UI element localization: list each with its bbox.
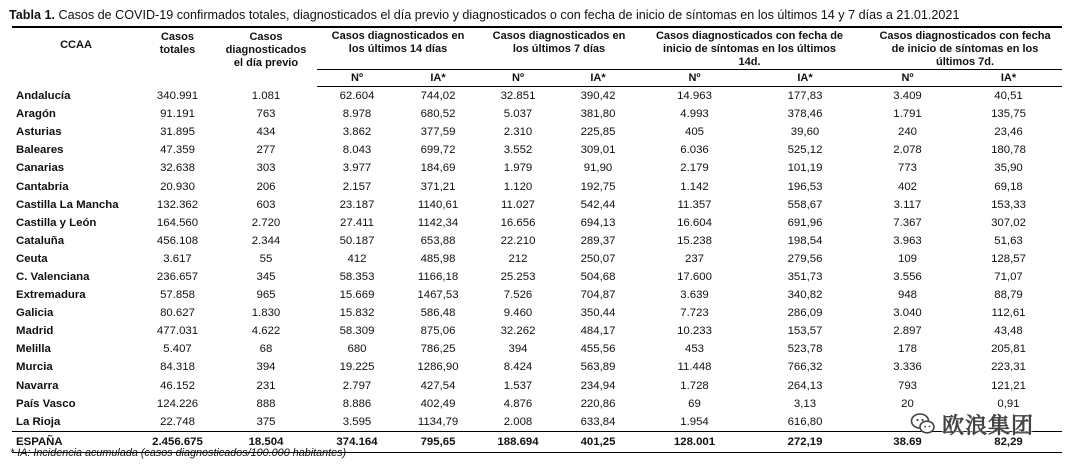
table-cell: 453 (685, 343, 705, 356)
table-cell: 11.448 (677, 361, 712, 374)
table-cell: 633,84 (580, 415, 616, 428)
table-cell: 14.963 (677, 90, 712, 103)
table-cell: 3.336 (893, 361, 922, 374)
table-cell: 653,88 (420, 234, 456, 247)
table-cell: 3.552 (503, 144, 533, 157)
table-cell: 3.639 (680, 289, 709, 302)
table-cell: 401,25 (557, 431, 639, 452)
table-cell: 23.187 (339, 198, 375, 211)
table-cell: 455,56 (580, 343, 616, 356)
watermark-text: 欧浪集团 (942, 412, 1035, 438)
header-ia: IA* (750, 70, 860, 87)
table-cell: 128,57 (991, 252, 1026, 265)
table-cell: 231 (256, 379, 276, 392)
table-cell: 46.152 (160, 379, 195, 392)
table-cell: 427,54 (420, 379, 456, 392)
region-name: Cantabria (16, 180, 69, 193)
table-cell: 1.830 (251, 307, 281, 320)
table-cell: 62.604 (339, 90, 375, 103)
region-name: C. Valenciana (16, 270, 90, 283)
table-cell: 279,56 (787, 252, 823, 265)
table-cell: 412 (347, 252, 367, 265)
table-cell: 32.638 (160, 162, 195, 175)
table-cell: 374.164 (317, 431, 397, 452)
region-name: Navarra (16, 379, 59, 392)
table-cell: 18.504 (215, 431, 317, 452)
table-cell: 240 (898, 126, 918, 139)
table-cell: 128.001 (639, 431, 750, 452)
header-sint7: Casos diagnosticados con fecha de inicio de síntomas en los últimos 7d. (879, 30, 1051, 68)
table-cell: 121,21 (991, 379, 1026, 392)
table-cell: 32.851 (500, 90, 536, 103)
table-row (12, 340, 1062, 358)
table-cell: 40,51 (994, 90, 1023, 103)
table-cell: 80.627 (160, 307, 195, 320)
covid-table (12, 29, 1062, 453)
table-row (12, 395, 1062, 413)
region-name: Melilla (16, 343, 51, 356)
table-cell: 47.359 (160, 144, 195, 157)
table-cell: 691,96 (787, 216, 823, 229)
header-ia: IA* (397, 70, 479, 87)
table-cell: 22.748 (160, 415, 195, 428)
table-cell: 25.253 (500, 270, 536, 283)
table-cell: 286,09 (787, 307, 823, 320)
table-cell: 763 (256, 108, 276, 121)
table-cell: 402 (898, 180, 918, 193)
table-cell: 198,54 (787, 234, 823, 247)
table-cell: 340.991 (156, 89, 199, 102)
table-cell: 0,91 (997, 397, 1020, 410)
table-cell: 793 (898, 379, 918, 392)
table-row (12, 286, 1062, 304)
table-cell: 1134,79 (417, 415, 459, 428)
table-row (12, 123, 1062, 141)
table-cell: 19.225 (339, 361, 375, 374)
table-cell: 377,59 (420, 126, 456, 139)
region-name: Castilla y León (16, 216, 97, 229)
table-cell: 192,75 (580, 180, 616, 193)
table-cell: 277 (256, 144, 276, 157)
table-cell: 1.954 (680, 415, 709, 428)
table-cell: 10.233 (677, 325, 712, 338)
table-cell: 23,46 (994, 126, 1023, 139)
table-cell: 525,12 (787, 144, 823, 157)
table-cell: 11.357 (677, 198, 712, 211)
header-num: Nº (317, 70, 397, 87)
table-cell: 371,21 (420, 180, 456, 193)
table-cell: 3.556 (893, 270, 922, 283)
header-casos-dia-previo: Casos diagnosticados el día previo (225, 31, 307, 69)
table-row (12, 105, 1062, 123)
table-cell: 11.027 (501, 198, 535, 211)
table-cell: 345 (256, 270, 276, 283)
table-cell: 680 (347, 343, 367, 356)
table-cell: 8.043 (342, 144, 372, 157)
table-cell: 3.040 (893, 307, 922, 320)
table-cell: 4.993 (680, 108, 709, 121)
region-name: Madrid (16, 325, 54, 338)
table-cell: 132.362 (156, 198, 199, 211)
header-num: Nº (639, 70, 750, 87)
table-cell: 603 (256, 198, 276, 211)
table-cell: 289,37 (580, 234, 616, 247)
table-cell: 504,68 (580, 270, 616, 283)
table-cell: 1.537 (503, 379, 533, 392)
table-cell: 178 (898, 343, 918, 356)
table-cell: 57.858 (160, 289, 195, 302)
table-cell: 15.238 (677, 234, 712, 247)
table-cell: 456.108 (156, 234, 199, 247)
table-cell: 3.595 (342, 415, 372, 428)
table-cell: 2.078 (893, 144, 922, 157)
header-ia: IA* (955, 70, 1062, 87)
region-name: Extremadura (16, 289, 86, 302)
table-cell: 405 (685, 126, 705, 139)
table-cell: 180,78 (991, 144, 1026, 157)
table-cell: 699,72 (420, 144, 456, 157)
table-cell: 88,79 (994, 289, 1023, 302)
table-cell: 2.157 (342, 180, 372, 193)
table-cell: 766,32 (787, 361, 823, 374)
table-row (12, 250, 1062, 268)
table-cell: 875,06 (420, 325, 456, 338)
table-cell: 223,31 (991, 361, 1026, 374)
table-cell: 1140,61 (417, 198, 459, 211)
table-cell: 135,75 (991, 108, 1026, 121)
table-cell: 206 (256, 180, 276, 193)
table-cell: 17.600 (677, 270, 712, 283)
table-cell: 68 (259, 343, 273, 356)
table-cell: 2.897 (893, 325, 922, 338)
table-row (12, 268, 1062, 286)
table-cell: 43,48 (994, 325, 1023, 338)
table-cell: 694,13 (580, 216, 616, 229)
table-cell: 212 (508, 252, 528, 265)
table-row (12, 87, 1062, 106)
table-cell: 31.895 (160, 126, 195, 139)
table-cell: 84.318 (160, 361, 195, 374)
table-cell: 786,25 (420, 343, 456, 356)
table-cell: 188.694 (479, 431, 557, 452)
table-cell: 1.120 (503, 180, 533, 193)
table-cell: 965 (256, 289, 276, 302)
header-num: Nº (479, 70, 557, 87)
table-cell: 101,19 (787, 162, 823, 175)
table-cell: 82,29 (955, 431, 1062, 452)
region-name: ESPAÑA (12, 431, 140, 452)
table-cell: 1142,34 (417, 216, 459, 229)
table-cell: 1.081 (251, 89, 281, 102)
region-name: La Rioja (16, 415, 61, 428)
table-cell: 1.979 (503, 162, 533, 175)
table-cell: 378,46 (787, 108, 823, 121)
table-cell: 340,82 (787, 289, 823, 302)
table-cell: 1166,18 (417, 270, 459, 283)
table-cell: 485,98 (420, 252, 456, 265)
table-cell: 50.187 (339, 234, 375, 247)
table-cell: 9.460 (503, 307, 533, 320)
table-cell: 22.210 (500, 234, 536, 247)
table-cell: 1.142 (680, 180, 709, 193)
table-row (12, 159, 1062, 177)
table-caption (9, 8, 959, 22)
top-rule (12, 26, 1062, 28)
table-row (12, 322, 1062, 340)
table-cell: 205,81 (991, 343, 1026, 356)
table-cell: 351,73 (787, 270, 823, 283)
table-row (12, 413, 1062, 432)
header-num: Nº (860, 70, 955, 87)
region-name: Murcia (16, 361, 53, 374)
table-cell: 236.657 (156, 270, 199, 283)
table-cell: 35,90 (994, 162, 1023, 175)
table-cell: 237 (685, 252, 705, 265)
table-cell: 58.353 (339, 270, 375, 283)
header-diag14: Casos diagnosticados en los últimos 14 días (331, 30, 465, 55)
table-cell: 586,48 (420, 307, 456, 320)
table-cell: 196,53 (787, 180, 823, 193)
table-row (12, 232, 1062, 250)
table-cell: 5.037 (503, 108, 533, 121)
table-cell: 91.191 (160, 108, 195, 121)
table-cell: 303 (256, 162, 276, 175)
table-cell: 2.179 (680, 162, 709, 175)
table-cell: 773 (898, 162, 918, 175)
table-cell: 1.728 (680, 379, 709, 392)
table-cell: 394 (508, 343, 528, 356)
table-cell: 375 (256, 415, 276, 428)
table-cell: 523,78 (787, 343, 823, 356)
table-cell: 2.344 (251, 234, 281, 247)
table-cell: 2.720 (251, 216, 281, 229)
region-name: Castilla La Mancha (16, 198, 119, 211)
wechat-icon (910, 411, 936, 437)
region-name: Asturias (16, 126, 62, 139)
table-cell: 272,19 (750, 431, 860, 452)
table-cell: 558,67 (787, 198, 823, 211)
table-cell: 124.226 (156, 397, 199, 410)
table-cell: 2.310 (503, 126, 533, 139)
region-name: Baleares (16, 144, 64, 157)
table-row (12, 141, 1062, 159)
table-cell: 3.117 (893, 198, 922, 211)
table-cell: 744,02 (420, 90, 456, 103)
table-cell: 680,52 (420, 108, 456, 121)
table-cell: 3,13 (793, 397, 817, 410)
header-ccaa: CCAA (60, 39, 92, 51)
header-diag7: Casos diagnosticados en los últimos 7 días (492, 30, 626, 55)
table-body (12, 87, 1062, 453)
table-cell: 3.963 (893, 234, 922, 247)
table-cell: 8.886 (342, 397, 372, 410)
table-row (12, 304, 1062, 322)
table-cell: 153,33 (991, 198, 1026, 211)
table-cell: 177,83 (787, 90, 823, 103)
table-cell: 381,80 (580, 108, 616, 121)
table-cell: 112,61 (991, 307, 1026, 320)
table-cell: 948 (898, 289, 918, 302)
table-cell: 58.309 (339, 325, 375, 338)
table-cell: 71,07 (994, 270, 1023, 283)
table-cell: 20 (901, 397, 914, 410)
table-cell: 225,85 (580, 126, 616, 139)
region-name: Cataluña (16, 234, 65, 247)
table-row (12, 214, 1062, 232)
header-ia: IA* (557, 70, 639, 87)
table-cell: 309,01 (580, 144, 616, 157)
table-cell: 1.791 (893, 108, 922, 121)
table-cell: 27.411 (340, 216, 374, 229)
table-cell: 220,86 (580, 397, 616, 410)
table-cell: 16.656 (500, 216, 536, 229)
table-cell: 4.622 (251, 325, 281, 338)
table-cell: 15.669 (339, 289, 375, 302)
header-casos-totales: Casos totales (159, 31, 196, 56)
header-sint14: Casos diagnosticados con fecha de inicio de síntomas en los últimos 14d. (655, 30, 844, 68)
table-cell: 153,57 (787, 325, 823, 338)
table-cell: 109 (898, 252, 918, 265)
table-cell: 69 (688, 397, 701, 410)
region-name: Ceuta (16, 252, 48, 265)
table-cell: 394 (256, 361, 276, 374)
table-cell: 55 (259, 252, 273, 265)
region-name: País Vasco (16, 397, 76, 410)
table-cell: 3.617 (163, 252, 192, 265)
table-cell: 1286,90 (417, 361, 459, 374)
table-cell: 16.604 (677, 216, 712, 229)
table-cell: 8.978 (342, 108, 372, 121)
table-row (12, 358, 1062, 376)
table-row (12, 377, 1062, 395)
table-cell: 7.723 (680, 307, 709, 320)
table-cell: 2.008 (503, 415, 533, 428)
table-cell: 434 (256, 126, 276, 139)
footnote: * IA: Incidencia acumulada (casos diagnosticados/100.000 habitantes) (10, 447, 347, 459)
table-cell: 2.797 (342, 379, 372, 392)
table-cell: 6.036 (680, 144, 709, 157)
table-cell: 51,63 (994, 234, 1023, 247)
table-cell: 38.69 (860, 431, 955, 452)
table-cell: 2.456.675 (140, 431, 215, 452)
table-cell: 402,49 (420, 397, 456, 410)
caption-label: Tabla 1. (9, 8, 55, 22)
table-cell: 616,80 (787, 415, 823, 428)
table-cell: 5.407 (163, 343, 192, 356)
table-cell: 3.862 (342, 126, 372, 139)
table-cell: 3.409 (893, 90, 922, 103)
table-cell: 39,60 (790, 126, 820, 139)
table-cell: 477.031 (156, 325, 199, 338)
region-name: Canarias (16, 162, 65, 175)
table-cell: 542,44 (580, 198, 616, 211)
region-name: Andalucía (16, 89, 71, 102)
table-cell: 7.367 (893, 216, 922, 229)
table-cell: 4.876 (503, 397, 533, 410)
table-cell: 7.526 (503, 289, 533, 302)
table-cell: 264,13 (787, 379, 823, 392)
table-cell: 20.930 (160, 180, 195, 193)
table-cell: 32.262 (500, 325, 536, 338)
table-cell: 307,02 (991, 216, 1026, 229)
table-cell: 795,65 (397, 431, 479, 452)
caption-text: Casos de COVID-19 confirmados totales, diagnosticados el día previo y diagnosticados o con fecha de inicio de síntomas en los últimos 14 y 7 días a 21.01.2021 (58, 8, 960, 22)
table-cell: 234,94 (580, 379, 616, 392)
table-cell: 250,07 (580, 252, 616, 265)
table-cell: 888 (256, 397, 276, 410)
table-cell: 563,89 (580, 361, 616, 374)
table-cell: 8.424 (503, 361, 533, 374)
table-cell: 184,69 (420, 162, 456, 175)
region-name: Galicia (16, 307, 54, 320)
table-cell: 164.560 (156, 216, 199, 229)
watermark (910, 406, 1060, 442)
table-cell: 484,17 (580, 325, 616, 338)
table-cell: 91,90 (583, 162, 613, 175)
table-cell: 704,87 (580, 289, 616, 302)
table-cell: 390,42 (580, 90, 616, 103)
table-cell: 350,44 (580, 307, 616, 320)
table-cell: 3.977 (342, 162, 372, 175)
region-name: Aragón (16, 108, 56, 121)
table-row (12, 196, 1062, 214)
table-row (12, 177, 1062, 195)
table-cell: 69,18 (994, 180, 1023, 193)
table-cell: 1467,53 (417, 289, 459, 302)
table-cell: 15.832 (339, 307, 375, 320)
